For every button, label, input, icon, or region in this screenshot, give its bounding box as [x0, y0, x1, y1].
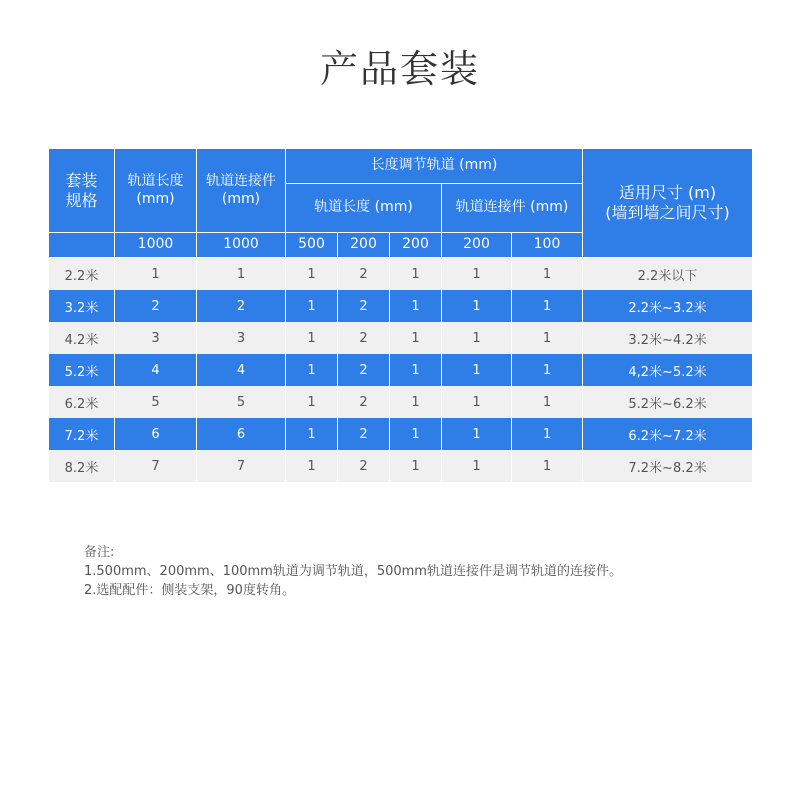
cell-value: 1	[512, 354, 583, 386]
cell-value: 1	[115, 258, 197, 291]
cell-value: 1	[286, 386, 338, 418]
header-track-connector: 轨道连接件 (mm)	[197, 149, 286, 233]
cell-spec: 3.2米	[49, 290, 115, 322]
cell-value: 1	[512, 386, 583, 418]
cell-value: 1	[286, 290, 338, 322]
table-row	[49, 354, 753, 386]
cell-range: 2.2米~3.2米	[583, 290, 753, 322]
cell-value: 1	[512, 450, 583, 482]
cell-value: 6	[115, 418, 197, 450]
header-sub-value: 200	[338, 233, 390, 258]
cell-spec: 5.2米	[49, 354, 115, 386]
cell-value: 4	[115, 354, 197, 386]
cell-value: 2	[338, 354, 390, 386]
notes-heading: 备注:	[84, 545, 115, 560]
cell-value: 1	[286, 354, 338, 386]
cell-value: 2	[338, 418, 390, 450]
cell-value: 1	[390, 450, 442, 482]
cell-value: 2	[338, 386, 390, 418]
cell-value: 1	[512, 258, 583, 291]
cell-value: 1	[390, 290, 442, 322]
table-row	[49, 322, 753, 354]
cell-value: 1	[390, 322, 442, 354]
cell-value: 1	[442, 258, 512, 291]
cell-value: 3	[115, 322, 197, 354]
header-applicable-size: 适用尺寸 (m) (墙到墙之间尺寸)	[583, 149, 753, 258]
cell-value: 3	[197, 322, 286, 354]
cell-value: 1	[390, 386, 442, 418]
cell-value: 1	[286, 450, 338, 482]
cell-value: 4	[197, 354, 286, 386]
cell-value: 1	[512, 322, 583, 354]
cell-value: 6	[197, 418, 286, 450]
cell-value: 1	[286, 322, 338, 354]
cell-value: 1	[390, 258, 442, 291]
cell-value: 2	[338, 450, 390, 482]
cell-value: 7	[115, 450, 197, 482]
header-sub-value: 1000	[115, 233, 197, 258]
cell-value: 1	[512, 418, 583, 450]
header-sub-value: 500	[286, 233, 338, 258]
cell-spec: 7.2米	[49, 418, 115, 450]
cell-value: 1	[390, 418, 442, 450]
table-row	[49, 450, 753, 482]
cell-value: 2	[338, 290, 390, 322]
header-adjust-connector: 轨道连接件 (mm)	[442, 184, 583, 233]
table-row	[49, 386, 753, 418]
cell-value: 1	[442, 418, 512, 450]
header-sub-value: 200	[442, 233, 512, 258]
cell-value: 5	[197, 386, 286, 418]
cell-value: 1	[442, 290, 512, 322]
cell-range: 2.2米以下	[583, 258, 753, 291]
cell-value: 1	[197, 258, 286, 291]
table-row	[49, 258, 753, 291]
header-sub-blank	[49, 233, 115, 258]
table-row	[49, 290, 753, 322]
cell-value: 1	[442, 354, 512, 386]
cell-value: 2	[338, 258, 390, 291]
table-row	[49, 418, 753, 450]
notes-section	[84, 543, 622, 600]
cell-value: 7	[197, 450, 286, 482]
cell-value: 1	[286, 418, 338, 450]
page-title: 产品套装	[319, 47, 480, 91]
header-track-length: 轨道长度 (mm)	[115, 149, 197, 233]
header-sub-value: 1000	[197, 233, 286, 258]
cell-value: 2	[197, 290, 286, 322]
cell-range: 5.2米~6.2米	[583, 386, 753, 418]
header-adjust-length: 轨道长度 (mm)	[286, 184, 442, 233]
cell-value: 1	[442, 322, 512, 354]
header-set-spec: 套装 规格	[49, 149, 115, 233]
cell-value: 1	[442, 450, 512, 482]
header-adjust-group: 长度调节轨道 (mm)	[286, 149, 583, 184]
cell-value: 1	[286, 258, 338, 291]
header-sub-value: 200	[390, 233, 442, 258]
cell-value: 2	[115, 290, 197, 322]
cell-value: 2	[338, 322, 390, 354]
cell-range: 4,2米~5.2米	[583, 354, 753, 386]
cell-spec: 8.2米	[49, 450, 115, 482]
cell-value: 1	[442, 386, 512, 418]
cell-value: 5	[115, 386, 197, 418]
cell-value: 1	[512, 290, 583, 322]
cell-range: 3.2米~4.2米	[583, 322, 753, 354]
note-line: 1.500mm、200mm、100mm轨道为调节轨道，500mm轨道连接件是调节轨道的连接件。	[84, 564, 622, 579]
cell-spec: 2.2米	[49, 258, 115, 291]
cell-range: 7.2米~8.2米	[583, 450, 753, 482]
cell-range: 6.2米~7.2米	[583, 418, 753, 450]
header-sub-value: 100	[512, 233, 583, 258]
cell-value: 1	[390, 354, 442, 386]
cell-spec: 4.2米	[49, 322, 115, 354]
note-line: 2.选配配件：侧装支架，90度转角。	[84, 583, 295, 598]
cell-spec: 6.2米	[49, 386, 115, 418]
product-spec-table	[48, 148, 753, 482]
